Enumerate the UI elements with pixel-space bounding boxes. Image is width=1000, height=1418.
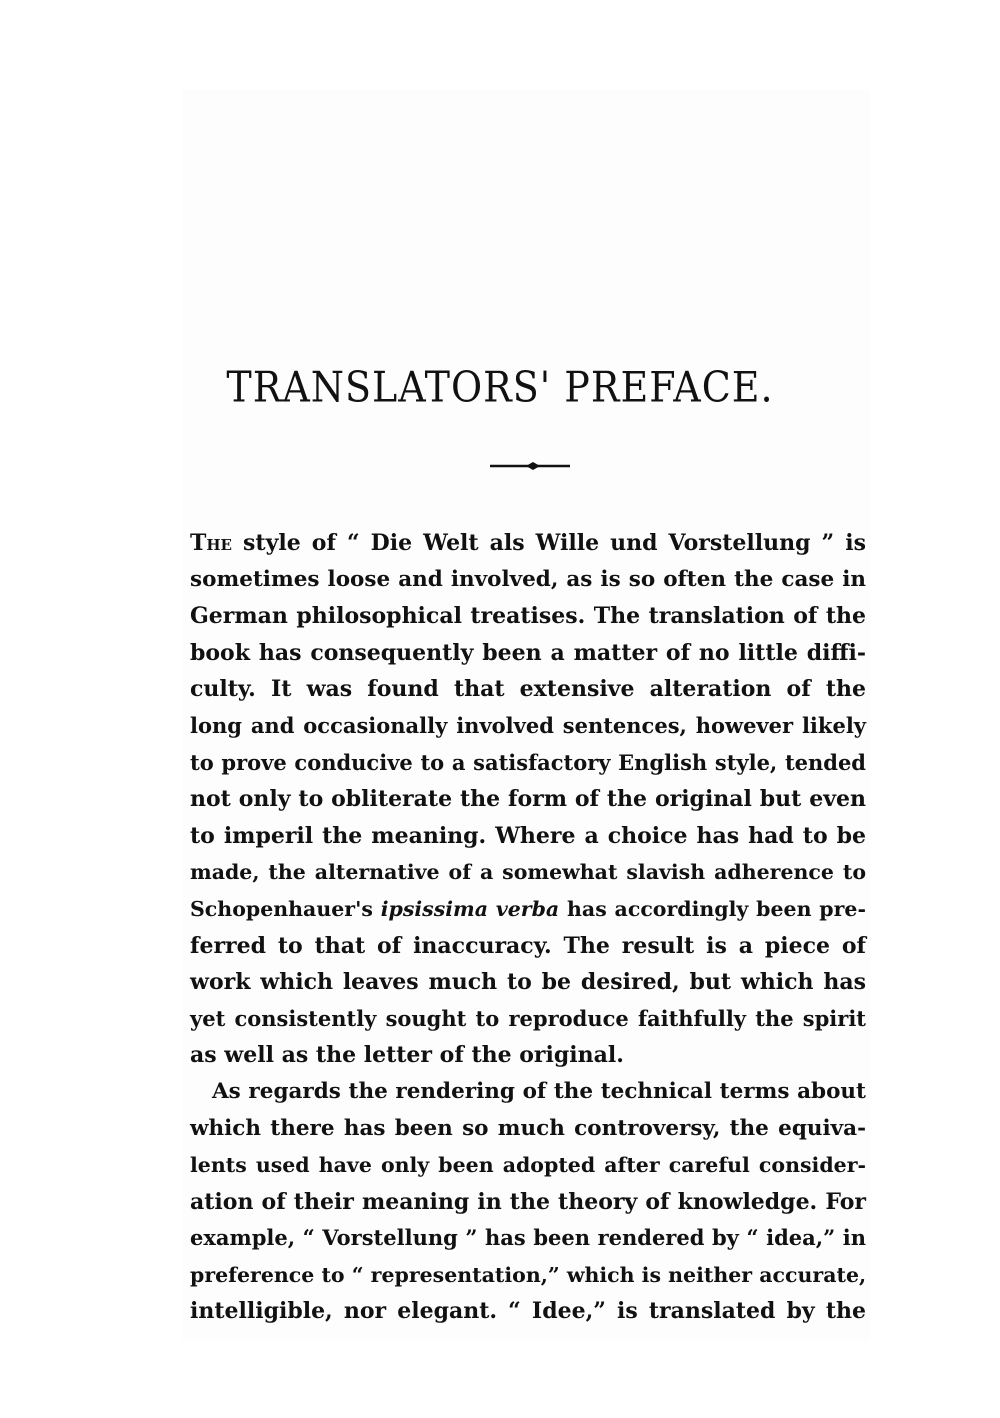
text-line: work which leaves much to be desired, but which has: [190, 969, 866, 996]
text-line: As regards the rendering of the technical terms about: [212, 1078, 866, 1104]
ornament-divider: [490, 460, 570, 472]
text-line: as well as the letter of the original.: [190, 1042, 624, 1069]
text-line: made, the alternative of a somewhat slavish adherence to: [190, 860, 866, 885]
text-line: lents used have only been adopted after careful consider-: [190, 1153, 866, 1178]
text-line: not only to obliterate the form of the original but even: [190, 786, 866, 813]
text-line: book has consequently been a matter of no little diffi-: [190, 639, 866, 666]
text-line: to imperil the meaning. Where a choice has had to be: [190, 822, 866, 849]
text-line: example, “ Vorstellung ” has been rendered by “ idea,” in: [190, 1225, 866, 1251]
text-line: to prove conducive to a satisfactory English style, tended: [190, 749, 866, 775]
text-line: sometimes loose and involved, as is so often the case in: [190, 566, 866, 592]
text-line: Schopenhauer's ipsissima verba has accordingly been pre-: [190, 896, 866, 921]
text-line: preference to “ representation,” which is neither accurate,: [190, 1262, 867, 1287]
preface-text: [190, 525, 866, 1330]
text-line: ferred to that of inaccuracy. The result is a piece of: [190, 932, 866, 959]
text-line: intelligible, nor elegant. “ Idee,” is translated by the: [190, 1298, 866, 1325]
text-line: which there has been so much controversy, the equiva-: [190, 1115, 866, 1141]
text-line: yet consistently sought to reproduce faithfully the spirit: [190, 1005, 866, 1031]
text-line: long and occasionally involved sentences, however likely: [190, 712, 866, 738]
text-line: German philosophical treatises. The translation of the: [190, 603, 866, 630]
text-line: ation of their meaning in the theory of knowledge. For: [190, 1188, 866, 1215]
text-line: The style of “ Die Welt als Wille und Vorstellung ” is: [190, 530, 866, 556]
text-line: culty. It was found that extensive alteration of the: [190, 676, 866, 703]
page-title: TRANSLATORS' PREFACE.: [226, 362, 774, 412]
drop-word: The: [190, 530, 232, 556]
italic-phrase: ipsissima verba: [380, 896, 560, 921]
